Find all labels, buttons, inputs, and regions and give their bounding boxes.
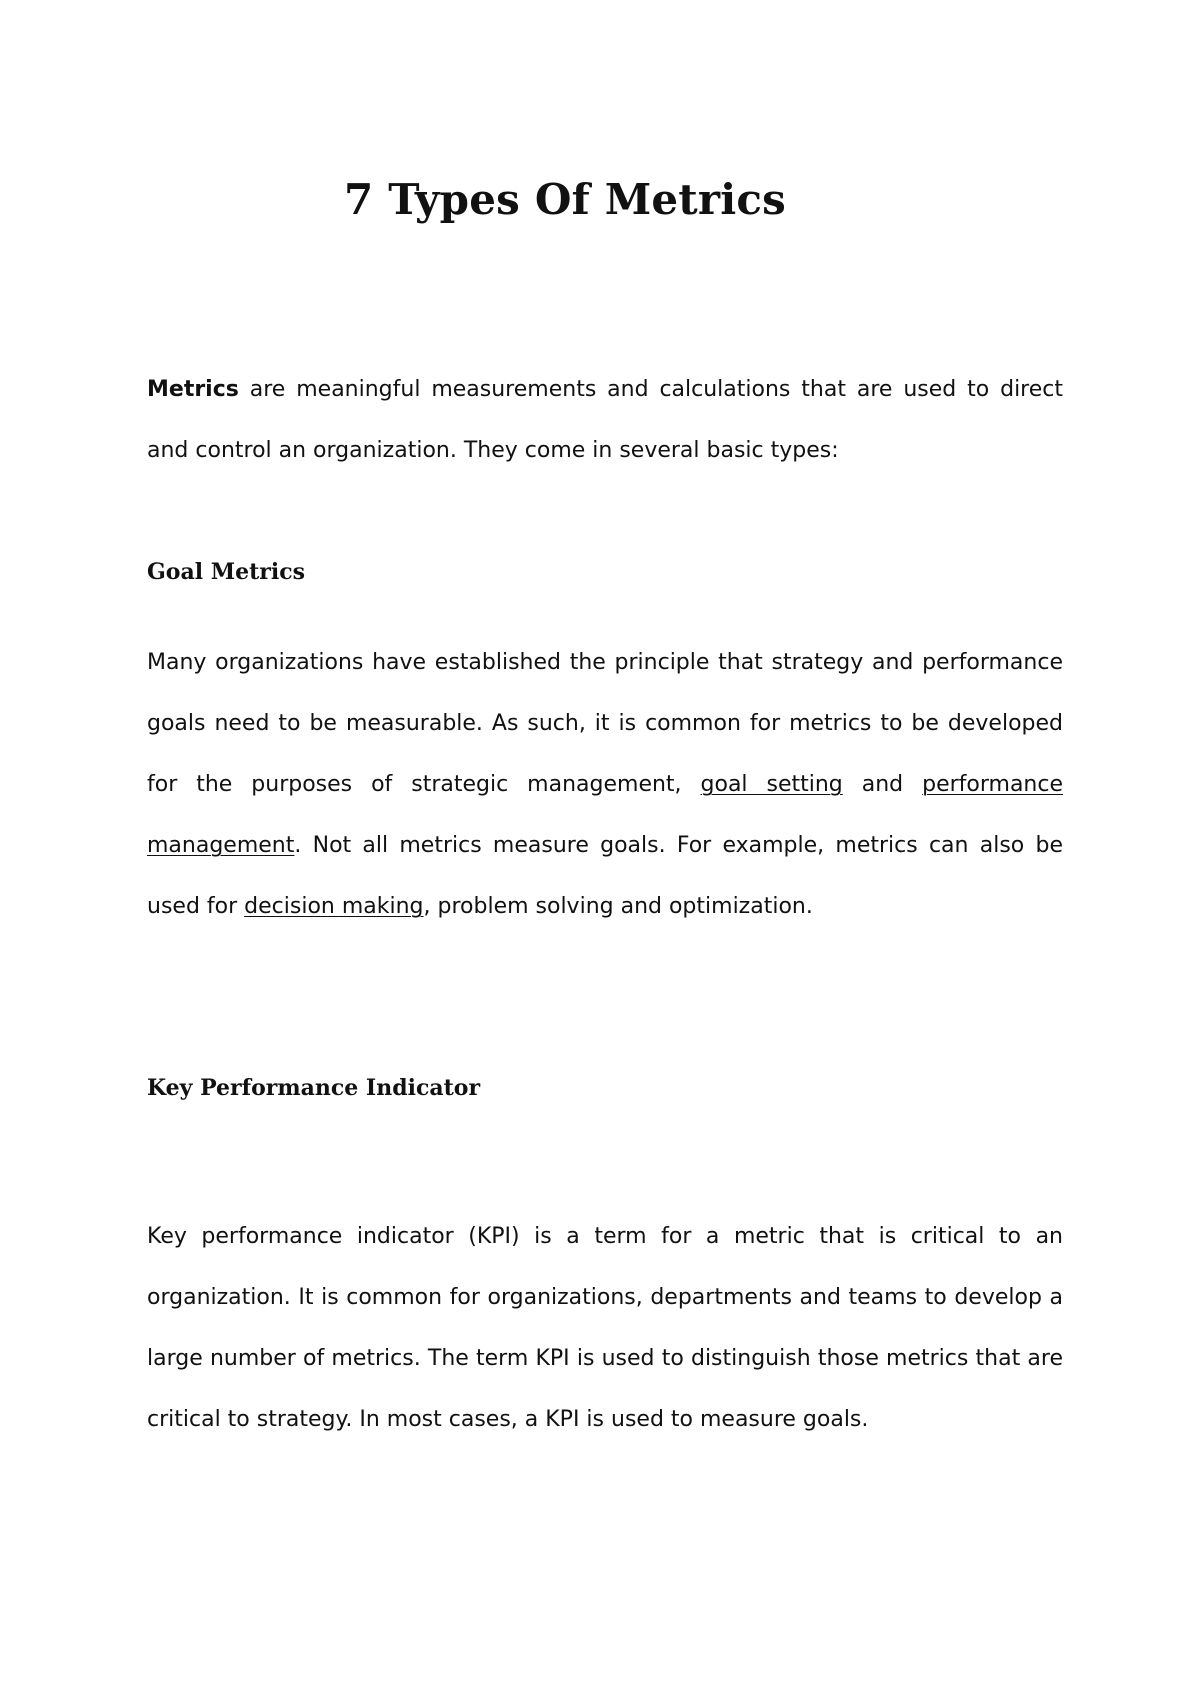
intro-lead-term: Metrics [147, 377, 239, 402]
goal-metrics-text-1: Many organizations have established the principle that strategy and performance goals need to be measurable. As such, it is common for metrics to be developed for the purposes of strategic management, [147, 650, 1063, 797]
section-heading-kpi: Key Performance Indicator [147, 1075, 481, 1101]
goal-metrics-text-3: . Not all metrics measure goals. For example, metrics can also be used for [147, 833, 1063, 919]
goal-metrics-text-2: and [842, 772, 923, 797]
kpi-text: Key performance indicator (KPI) is a term for a metric that is critical to an organization. It is common for organizations, departments and teams to develop a large number of metrics. The term KPI is used to distinguish those metrics that are critical to strategy. In most cases, a KPI is used to measure goals. [147, 1224, 1063, 1432]
decision-making-link[interactable]: decision making [244, 894, 424, 919]
goal-setting-link[interactable]: goal setting [700, 772, 843, 797]
goal-metrics-paragraph [147, 632, 1063, 937]
intro-paragraph [147, 359, 1063, 481]
page-title: 7 Types Of Metrics [343, 175, 787, 224]
section-heading-goal-metrics: Goal Metrics [147, 559, 305, 585]
intro-text: are meaningful measurements and calculations that are used to direct and control an organization. They come in several basic types: [147, 377, 1063, 463]
kpi-paragraph [147, 1206, 1063, 1450]
goal-metrics-text-4: , problem solving and optimization. [423, 894, 813, 919]
performance-management-link[interactable]: performance management [147, 772, 1064, 858]
